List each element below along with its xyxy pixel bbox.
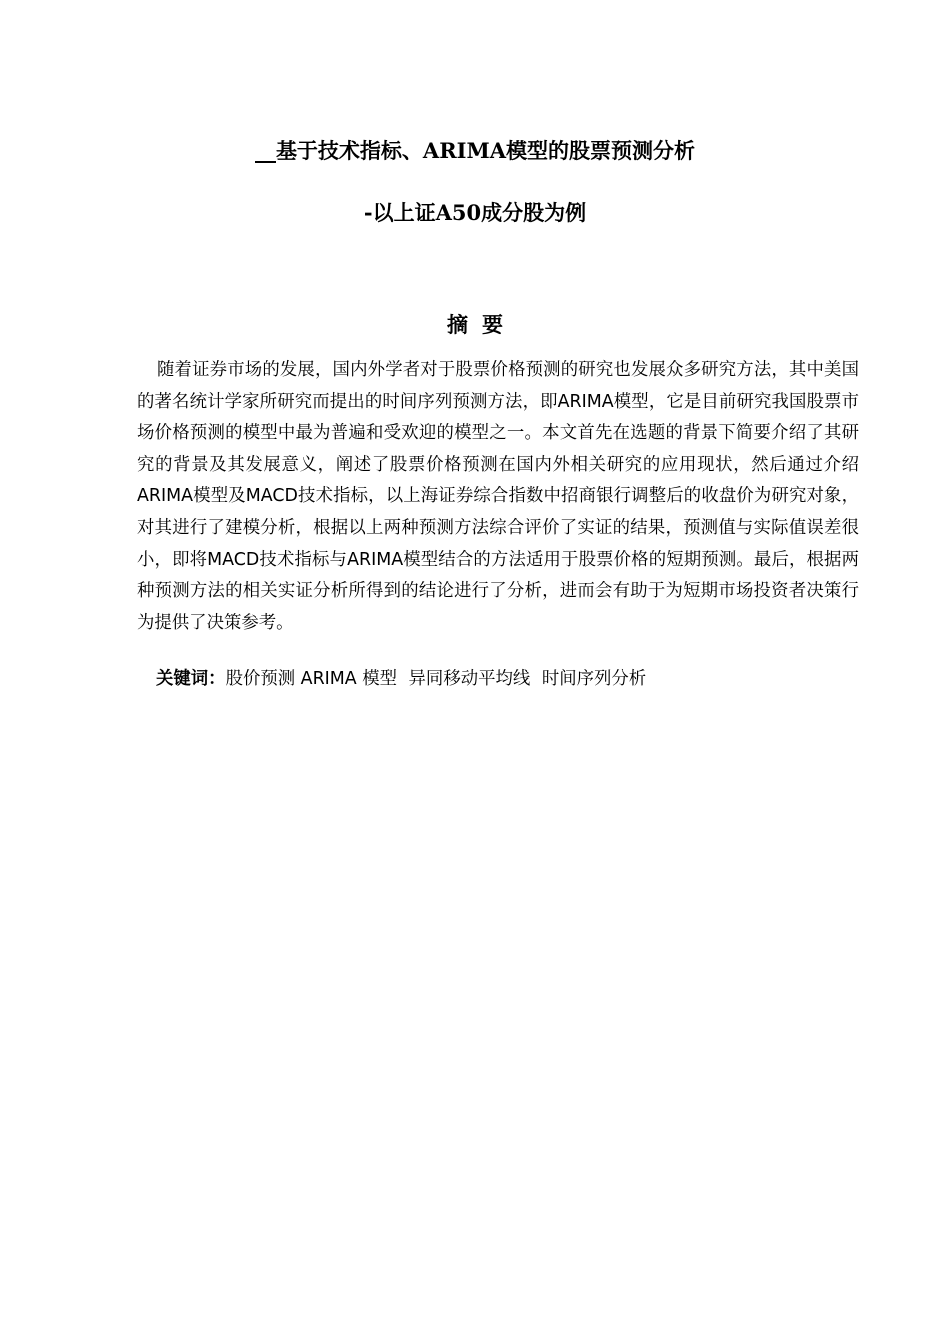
abstract-body: 随着证券市场的发展，国内外学者对于股票价格预测的研究也发展众多研究方法，其中美国的著名统计学家所研究而提出的时间序列预测方法，即ARIMA模型，它是目前研究我国股票市场价格预测的模型中最为普遍和受欢迎的模型之一。本文首先在选题的背景下简要介绍了其研究的背景及其发展意义，阐述了股票价格预测在国内外相关研究的应用现状，然后通过介绍ARIMA模型及MACD技术指标，以上海证券综合指数中招商银行调整后的收盘价为研究对象，对其进行了建模分析，根据以上两种预测方法综合评价了实证的结果，预测值与实际值误差很小，即将MACD技术指标与ARIMA模型结合的方法适用于股票价格的短期预测。最后，根据两种预测方法的相关实证分析所得到的结论进行了分析，进而会有助于为短期市场投资者决策行为提供了决策参考。 — [137, 360, 859, 633]
keyword-item: 时间序列分析 — [541, 669, 647, 689]
abstract-heading: 摘要 — [447, 312, 517, 337]
document-title: __基于技术指标、ARIMA模型的股票预测分析 — [254, 138, 696, 163]
keyword-item: 异同移动平均线 — [408, 669, 531, 689]
document-subtitle: -以上证A50成分股为例 — [363, 200, 587, 225]
keywords-label: 关键词： — [156, 669, 226, 689]
keywords-line — [156, 664, 856, 696]
keyword-item: 股价预测 ARIMA 模型 — [225, 669, 397, 689]
